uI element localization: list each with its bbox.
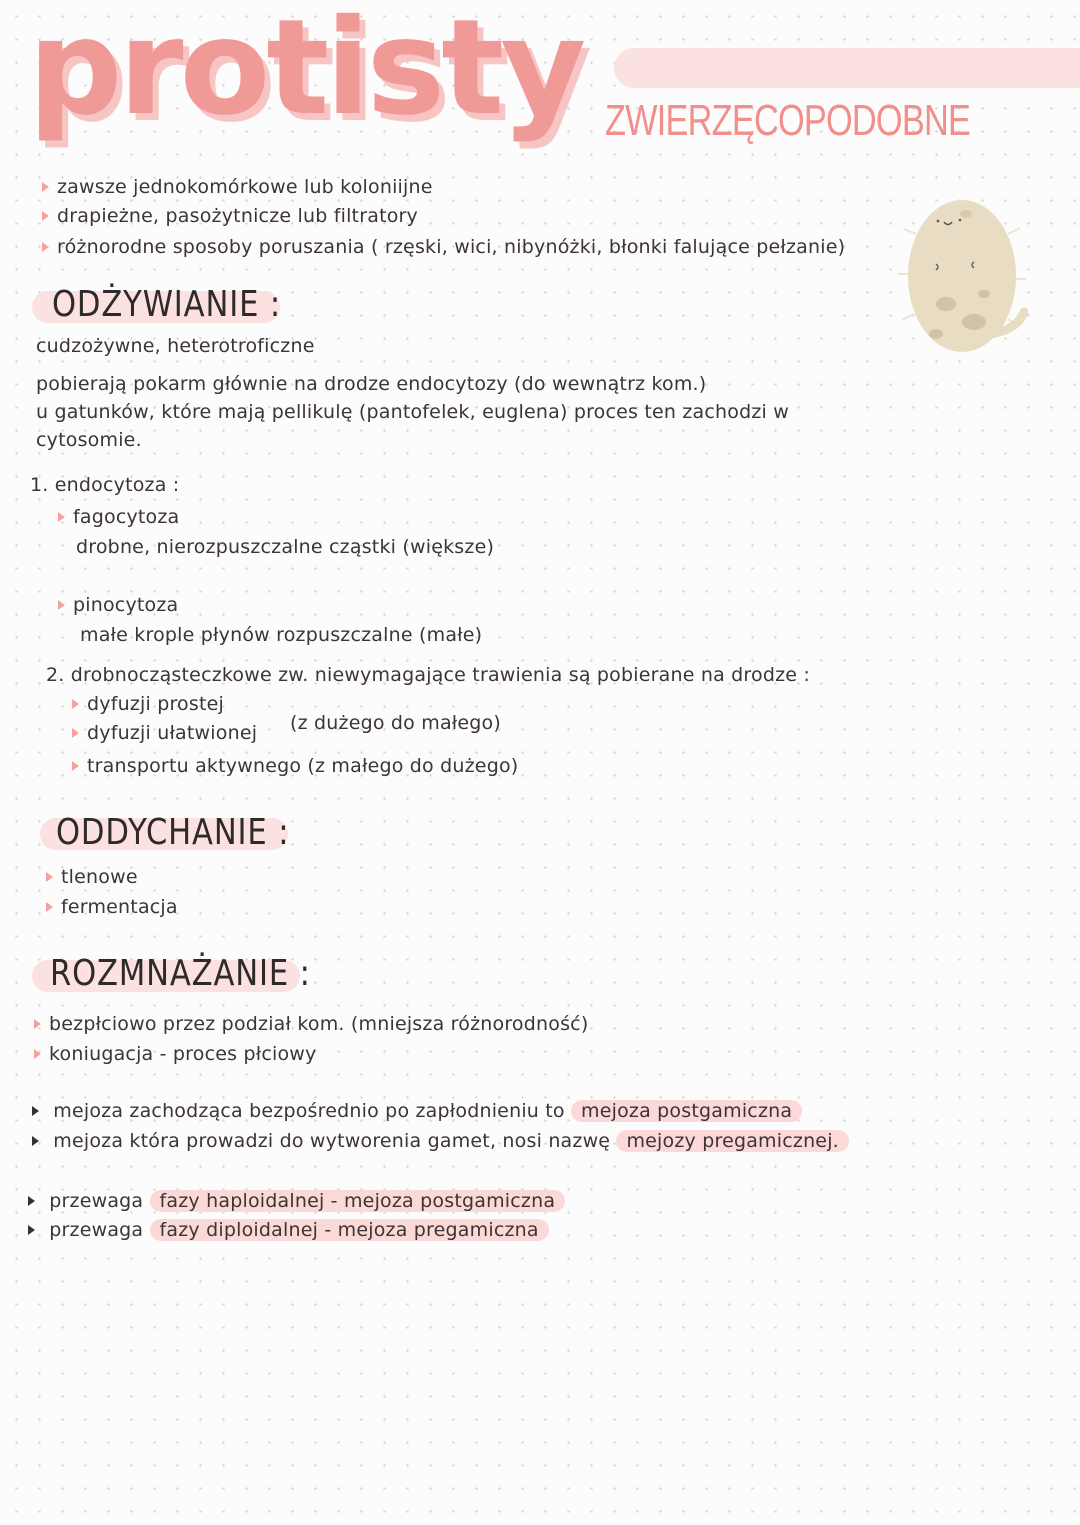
meiosis-postgamic-text: mejoza zachodząca bezpośrednio po zapłodnieniu to	[53, 1100, 565, 1122]
reproduction-heading: ROZMNAŻANIE :	[50, 953, 311, 994]
nutrition-paragraph-line-3: cytosomie.	[36, 429, 142, 451]
diploid-phase-text: przewaga	[49, 1219, 144, 1241]
respiration-heading: ODDYCHANIE :	[56, 812, 290, 853]
diploid-phase-highlight: fazy diploidalnej - mejoza pregamiczna	[150, 1219, 549, 1241]
meiosis-pregamic-line	[32, 1130, 849, 1152]
page-title: protisty	[28, 0, 583, 145]
haploid-phase-text: przewaga	[49, 1190, 144, 1212]
meiosis-postgamic-line	[32, 1100, 802, 1122]
haploid-phase-line	[28, 1190, 565, 1212]
respiration-item-fermentation: fermentacja	[46, 896, 178, 918]
reproduction-item-asexual: bezpłciowo przez podział kom. (mniejsza różnorodność)	[34, 1013, 588, 1035]
haploid-phase-highlight: fazy haploidalnej - mejoza postgamiczna	[150, 1190, 566, 1212]
pinocytosis-description: małe krople płynów rozpuszczalne (małe)	[80, 624, 483, 646]
small-molecules-item: 2. drobnocząsteczkowe zw. niewymagające trawienia są pobierane na drodze :	[46, 664, 811, 686]
facilitated-diffusion: dyfuzji ułatwionej	[72, 722, 257, 744]
phagocytosis-title: fagocytoza	[58, 506, 179, 528]
respiration-item-aerobic: tlenowe	[46, 866, 138, 888]
meiosis-pregamic-highlight: mejozy pregamicznej.	[616, 1130, 848, 1152]
nutrition-type: cudzożywne, heterotroficzne	[36, 335, 315, 357]
diploid-phase-line	[28, 1219, 549, 1241]
endocytosis-item: 1. endocytoza :	[30, 474, 180, 496]
protist-creature-illustration	[896, 194, 1031, 364]
active-transport: transportu aktywnego (z małego do dużego)	[72, 755, 518, 777]
pinocytosis-title: pinocytoza	[58, 594, 178, 616]
intro-bullet-1: zawsze jednokomórkowe lub koloniijne	[42, 176, 433, 198]
page-subtitle: ZWIERZĘCOPODOBNE	[605, 96, 971, 145]
meiosis-postgamic-highlight: mejoza postgamiczna	[571, 1100, 802, 1122]
nutrition-paragraph-line-2: u gatunków, które mają pellikulę (pantofelek, euglena) proces ten zachodzi w	[36, 401, 790, 423]
reproduction-item-conjugation: koniugacja - proces płciowy	[34, 1043, 316, 1065]
phagocytosis-description: drobne, nierozpuszczalne cząstki (większe)	[76, 536, 495, 558]
intro-bullet-2: drapieżne, pasożytnicze lub filtratory	[42, 205, 418, 227]
diffusion-direction-note: (z dużego do małego)	[290, 712, 501, 734]
simple-diffusion: dyfuzji prostej	[72, 693, 224, 715]
title-decoration-bar	[614, 48, 1080, 88]
intro-bullet-3: różnorodne sposoby poruszania ( rzęski, wici, nibynóżki, błonki falujące pełzanie)	[42, 236, 845, 258]
nutrition-heading: ODŻYWIANIE :	[52, 284, 282, 325]
nutrition-paragraph-line-1: pobierają pokarm głównie na drodze endocytozy (do wewnątrz kom.)	[36, 373, 707, 395]
meiosis-pregamic-text: mejoza która prowadzi do wytworenia gamet, nosi nazwę	[53, 1130, 611, 1152]
